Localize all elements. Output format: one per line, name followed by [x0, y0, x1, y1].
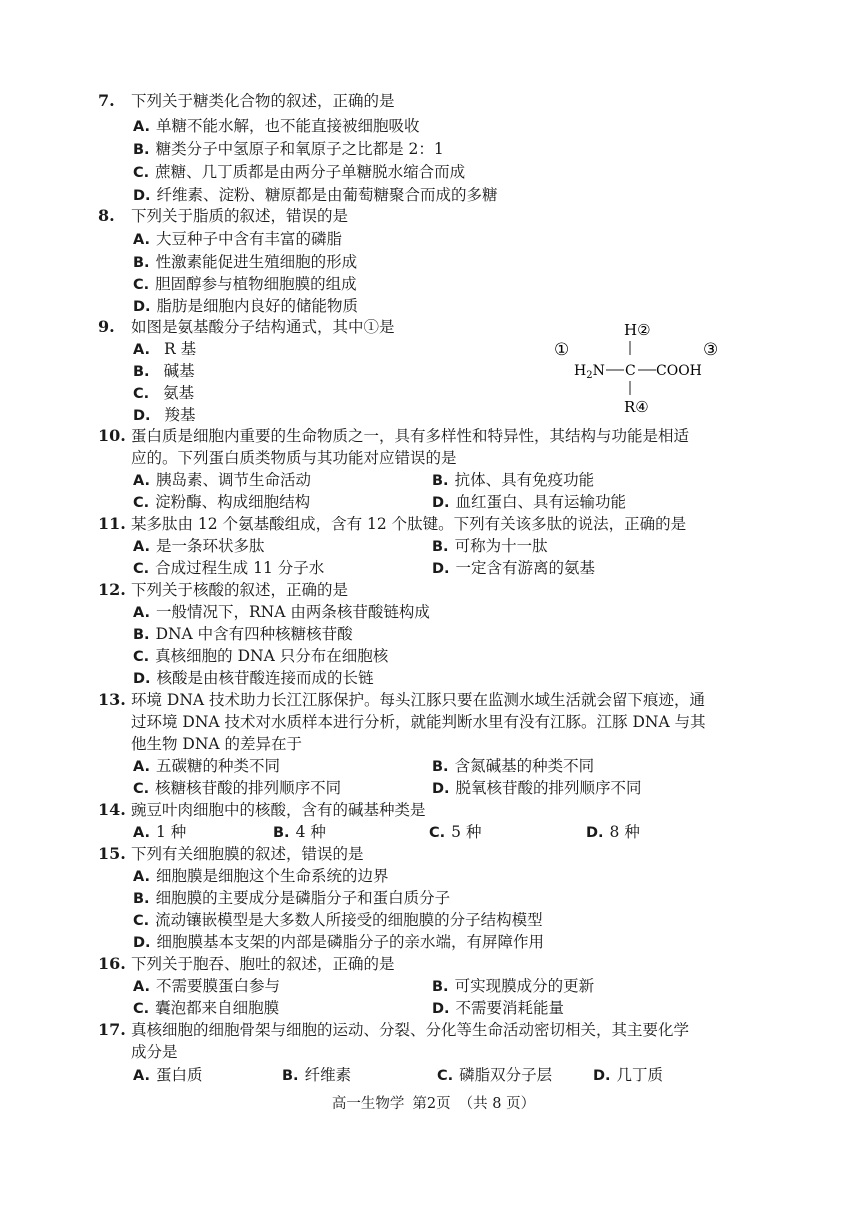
option-a: A. 五碳糖的种类不同 — [133, 757, 281, 775]
option-a: A. 一般情况下，RNA 由两条核苷酸链构成 — [133, 603, 430, 621]
option-c: C. 蔗糖、几丁质都是由两分子单糖脱水缩合而成 — [133, 163, 466, 181]
option-d: D. 一定含有游离的氨基 — [432, 559, 596, 577]
option-d: D. 不需要消耗能量 — [432, 999, 565, 1017]
option-a: A. 大豆种子中含有丰富的磷脂 — [133, 230, 343, 248]
question-7 — [98, 90, 738, 112]
option-b: B. 纤维素 — [282, 1066, 352, 1084]
option-d: D. 脱氧核苷酸的排列顺序不同 — [432, 779, 642, 797]
question-stem: 下列关于胞吞、胞吐的叙述，正确的是 — [131, 955, 395, 973]
option-d: D. 几丁质 — [593, 1066, 664, 1084]
option-a: A. 细胞膜是细胞这个生命系统的边界 — [133, 867, 389, 885]
question-number: 11. — [98, 514, 126, 533]
question-17 — [98, 1019, 748, 1063]
option-a: A. R 基 — [133, 340, 197, 358]
option-a: A. 蛋白质 — [133, 1066, 203, 1084]
question-8 — [98, 205, 738, 227]
option-b: B. 可称为十一肽 — [432, 537, 548, 555]
option-a: A. 是一条环状多肽 — [133, 537, 265, 555]
question-16 — [98, 953, 738, 975]
option-c: C. 5 种 — [429, 823, 482, 841]
question-10 — [98, 425, 748, 469]
question-number: 10. — [98, 426, 126, 445]
option-d: D. 纤维素、淀粉、糖原都是由葡萄糖聚合而成的多糖 — [133, 186, 498, 204]
option-b: B. 性激素能促进生殖细胞的形成 — [133, 253, 358, 271]
question-stem: 豌豆叶肉细胞中的核酸，含有的碱基种类是 — [131, 801, 426, 819]
option-c: C. 真核细胞的 DNA 只分布在细胞核 — [133, 647, 389, 665]
page-footer — [0, 1092, 867, 1113]
question-stem: 如图是氨基酸分子结构通式，其中①是 — [131, 318, 395, 336]
option-b: B. 细胞膜的主要成分是磷脂分子和蛋白质分子 — [133, 889, 451, 907]
question-stem: 下列关于核酸的叙述，正确的是 — [131, 581, 349, 599]
label-h-2: H② — [624, 321, 651, 339]
option-c: C. 淀粉酶、构成细胞结构 — [133, 493, 311, 511]
question-number: 7. — [98, 91, 115, 110]
option-b: B. 可实现膜成分的更新 — [432, 977, 595, 995]
option-a: A. 单糖不能水解，也不能直接被细胞吸收 — [133, 117, 420, 135]
question-stem: 下列有关细胞膜的叙述，错误的是 — [131, 845, 364, 863]
option-d: D. 细胞膜基本支架的内部是磷脂分子的亲水端，有屏障作用 — [133, 933, 545, 951]
question-number: 13. — [98, 690, 126, 709]
question-number: 12. — [98, 580, 126, 599]
option-b: B. 碱基 — [133, 362, 195, 380]
option-b: B. 4 种 — [273, 823, 326, 841]
option-b: B. 抗体、具有免疫功能 — [432, 471, 595, 489]
question-stem: 某多肽由 12 个氨基酸组成，含有 12 个肽键。下列有关该多肽的说法，正确的是 — [131, 515, 687, 533]
option-b: B. 糖类分子中氢原子和氧原子之比都是 2：1 — [133, 140, 444, 158]
question-stem: 下列关于脂质的叙述，错误的是 — [131, 207, 349, 225]
footer-subject: 高一生物学 — [331, 1096, 405, 1112]
footer-total: （共 8 页） — [458, 1096, 536, 1112]
label-h2n: $H_2N$ — [574, 363, 605, 381]
option-c: C. 磷脂双分子层 — [437, 1066, 553, 1084]
question-15 — [98, 843, 738, 865]
question-stem-line-1: 环境 DNA 技术助力长江江豚保护。每头江豚只要在监测水域生活就会留下痕迹，通 — [131, 691, 706, 709]
question-stem-line-3: 他生物 DNA 的差异在于 — [131, 735, 303, 753]
option-b: B. 含氮碱基的种类不同 — [432, 757, 595, 775]
option-a: A. 胰岛素、调节生命活动 — [133, 471, 312, 489]
option-d: D. 脂肪是细胞内良好的储能物质 — [133, 297, 359, 315]
question-stem-line-2: 应的。下列蛋白质类物质与其功能对应错误的是 — [131, 449, 457, 467]
option-d: D. 8 种 — [586, 823, 640, 841]
question-number: 15. — [98, 844, 126, 863]
option-c: C. 流动镶嵌模型是大多数人所接受的细胞膜的分子结构模型 — [133, 911, 543, 929]
option-c: C. 核糖核苷酸的排列顺序不同 — [133, 779, 342, 797]
question-12 — [98, 579, 738, 601]
question-stem-line-1: 真核细胞的细胞骨架与细胞的运动、分裂、分化等生命活动密切相关，其主要化学 — [131, 1021, 690, 1039]
question-11 — [98, 513, 748, 535]
option-d: D. 核酸是由核苷酸连接而成的长链 — [133, 669, 374, 687]
question-stem-line-2: 过环境 DNA 技术对水质样本进行分析，就能判断水里有没有江豚。江豚 DNA 与其 — [131, 713, 706, 731]
option-b: B. DNA 中含有四种核糖核苷酸 — [133, 625, 353, 643]
question-stem-line-2: 成分是 — [131, 1043, 178, 1061]
question-number: 17. — [98, 1020, 126, 1039]
question-number: 16. — [98, 954, 126, 973]
question-stem-line-1: 蛋白质是细胞内重要的生命物质之一，具有多样性和特异性，其结构与功能是相适 — [131, 427, 690, 445]
label-c: C — [625, 363, 636, 379]
option-d: D. 羧基 — [133, 406, 196, 424]
option-c: C. 囊泡都来自细胞膜 — [133, 999, 280, 1017]
option-d: D. 血红蛋白、具有运输功能 — [432, 493, 627, 511]
question-14 — [98, 799, 738, 821]
label-r-4: R④ — [624, 398, 649, 416]
amino-acid-structure-diagram — [548, 315, 728, 420]
label-circle-1: ① — [554, 340, 570, 360]
question-number: 14. — [98, 800, 126, 819]
question-number: 9. — [98, 317, 115, 336]
label-circle-3: ③ — [703, 340, 719, 360]
option-a: A. 1 种 — [133, 823, 187, 841]
option-c: C. 氨基 — [133, 384, 195, 402]
label-cooh: COOH — [656, 363, 702, 379]
question-13 — [98, 689, 748, 755]
option-c: C. 胆固醇参与植物细胞膜的组成 — [133, 275, 357, 293]
question-stem: 下列关于糖类化合物的叙述，正确的是 — [131, 92, 395, 110]
option-a: A. 不需要膜蛋白参与 — [133, 977, 281, 995]
footer-page: 第2页 — [412, 1096, 451, 1112]
question-number: 8. — [98, 206, 115, 225]
option-c: C. 合成过程生成 11 分子水 — [133, 559, 325, 577]
